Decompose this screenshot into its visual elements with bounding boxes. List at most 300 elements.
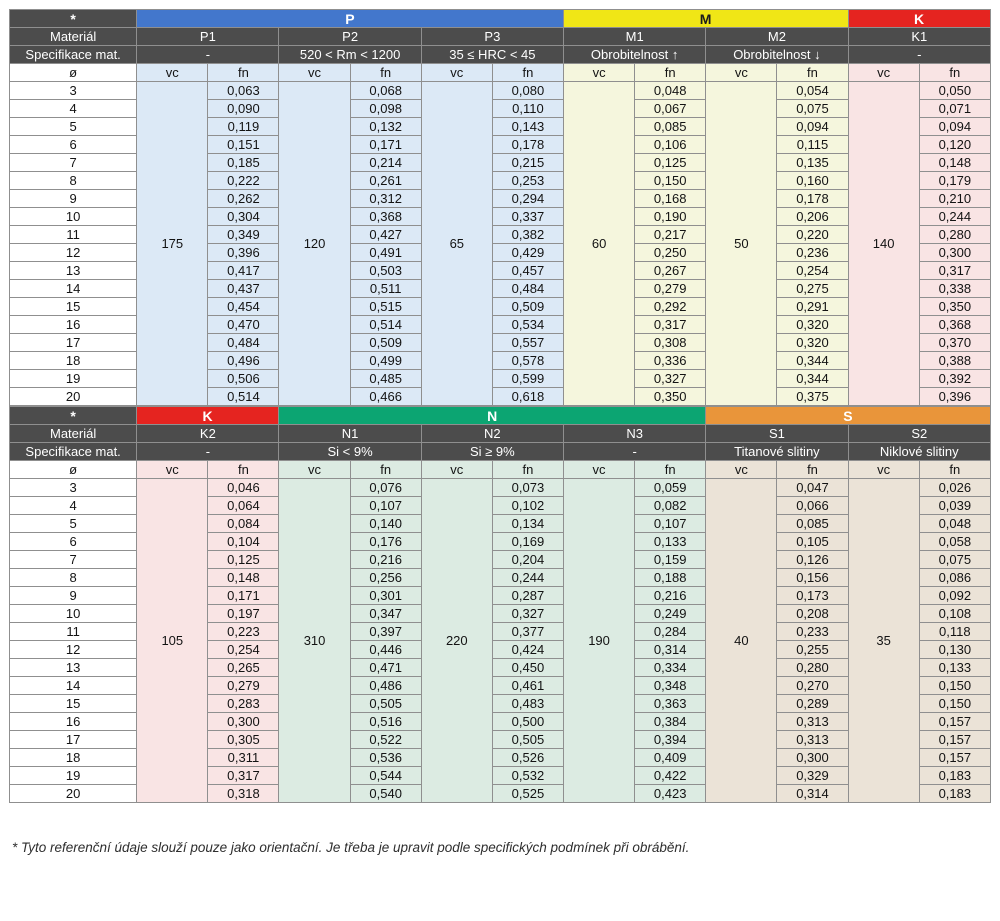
star-header-cell: * xyxy=(10,407,137,425)
fn-value-S1: 0,255 xyxy=(777,641,848,659)
fn-value-P3: 0,578 xyxy=(492,352,563,370)
fn-value-M1: 0,267 xyxy=(635,262,706,280)
vc-header-P3: vc xyxy=(421,64,492,82)
cutting-tables-container xyxy=(9,9,991,803)
vc-value-N2: 220 xyxy=(421,479,492,803)
fn-value-K1: 0,179 xyxy=(919,172,990,190)
fn-value-P2: 0,261 xyxy=(350,172,421,190)
fn-value-S1: 0,314 xyxy=(777,785,848,803)
fn-value-N3: 0,249 xyxy=(635,605,706,623)
fn-value-P2: 0,312 xyxy=(350,190,421,208)
fn-header-P2: fn xyxy=(350,64,421,82)
fn-value-N1: 0,107 xyxy=(350,497,421,515)
fn-value-N1: 0,301 xyxy=(350,587,421,605)
fn-value-P1: 0,185 xyxy=(208,154,279,172)
fn-value-N2: 0,287 xyxy=(492,587,563,605)
fn-value-P3: 0,429 xyxy=(492,244,563,262)
material-row-label: Materiál xyxy=(10,425,137,443)
diameter-column-header: ø xyxy=(10,461,137,479)
fn-value-S1: 0,289 xyxy=(777,695,848,713)
fn-value-S2: 0,048 xyxy=(919,515,990,533)
fn-value-P2: 0,132 xyxy=(350,118,421,136)
material-header-K2: K2 xyxy=(137,425,279,443)
fn-value-S1: 0,126 xyxy=(777,551,848,569)
fn-value-P2: 0,514 xyxy=(350,316,421,334)
fn-value-N2: 0,483 xyxy=(492,695,563,713)
fn-value-M1: 0,217 xyxy=(635,226,706,244)
vc-header-M2: vc xyxy=(706,64,777,82)
fn-value-S2: 0,150 xyxy=(919,695,990,713)
fn-header-N1: fn xyxy=(350,461,421,479)
fn-value-M1: 0,067 xyxy=(635,100,706,118)
fn-value-N1: 0,140 xyxy=(350,515,421,533)
diameter-cell: 15 xyxy=(10,695,137,713)
material-header-N2: N2 xyxy=(421,425,563,443)
fn-value-N3: 0,284 xyxy=(635,623,706,641)
fn-value-P1: 0,090 xyxy=(208,100,279,118)
vc-value-N1: 310 xyxy=(279,479,350,803)
fn-value-M2: 0,160 xyxy=(777,172,848,190)
fn-value-M1: 0,350 xyxy=(635,388,706,406)
vc-header-M1: vc xyxy=(564,64,635,82)
diameter-cell: 10 xyxy=(10,605,137,623)
fn-value-M2: 0,115 xyxy=(777,136,848,154)
material-header-S2: S2 xyxy=(848,425,990,443)
fn-value-N3: 0,363 xyxy=(635,695,706,713)
vc-value-N3: 190 xyxy=(563,479,634,803)
fn-value-N1: 0,397 xyxy=(350,623,421,641)
fn-value-M1: 0,279 xyxy=(635,280,706,298)
fn-value-M2: 0,254 xyxy=(777,262,848,280)
fn-value-M1: 0,190 xyxy=(635,208,706,226)
fn-value-M2: 0,344 xyxy=(777,370,848,388)
fn-value-K1: 0,148 xyxy=(919,154,990,172)
fn-value-P3: 0,143 xyxy=(492,118,563,136)
fn-value-K1: 0,071 xyxy=(919,100,990,118)
fn-value-P1: 0,484 xyxy=(208,334,279,352)
fn-value-S2: 0,075 xyxy=(919,551,990,569)
fn-header-K2: fn xyxy=(208,461,279,479)
fn-value-S1: 0,208 xyxy=(777,605,848,623)
fn-value-N2: 0,424 xyxy=(492,641,563,659)
fn-value-N3: 0,394 xyxy=(635,731,706,749)
fn-value-P1: 0,437 xyxy=(208,280,279,298)
fn-value-K2: 0,197 xyxy=(208,605,279,623)
fn-header-K1: fn xyxy=(919,64,990,82)
vc-value-M2: 50 xyxy=(706,82,777,406)
fn-value-K2: 0,148 xyxy=(208,569,279,587)
fn-value-S2: 0,133 xyxy=(919,659,990,677)
spec-header-N3: - xyxy=(563,443,705,461)
fn-value-M2: 0,375 xyxy=(777,388,848,406)
diameter-cell: 16 xyxy=(10,316,137,334)
spec-header-K1: - xyxy=(848,46,990,64)
fn-value-N1: 0,347 xyxy=(350,605,421,623)
fn-value-M2: 0,094 xyxy=(777,118,848,136)
fn-value-K2: 0,254 xyxy=(208,641,279,659)
fn-value-K1: 0,370 xyxy=(919,334,990,352)
diameter-cell: 16 xyxy=(10,713,137,731)
fn-value-P3: 0,534 xyxy=(492,316,563,334)
fn-value-N1: 0,505 xyxy=(350,695,421,713)
fn-value-M1: 0,150 xyxy=(635,172,706,190)
fn-value-M2: 0,178 xyxy=(777,190,848,208)
fn-header-S2: fn xyxy=(919,461,990,479)
cutting-data-table-kns xyxy=(9,406,991,803)
fn-value-K2: 0,046 xyxy=(208,479,279,497)
fn-value-N3: 0,107 xyxy=(635,515,706,533)
fn-value-P2: 0,098 xyxy=(350,100,421,118)
diameter-cell: 19 xyxy=(10,370,137,388)
diameter-cell: 8 xyxy=(10,569,137,587)
fn-value-N3: 0,082 xyxy=(635,497,706,515)
fn-header-N2: fn xyxy=(492,461,563,479)
diameter-cell: 13 xyxy=(10,262,137,280)
fn-value-M2: 0,236 xyxy=(777,244,848,262)
fn-value-N2: 0,377 xyxy=(492,623,563,641)
fn-value-P2: 0,368 xyxy=(350,208,421,226)
fn-value-K2: 0,283 xyxy=(208,695,279,713)
fn-value-M2: 0,054 xyxy=(777,82,848,100)
fn-value-K2: 0,064 xyxy=(208,497,279,515)
fn-value-S1: 0,313 xyxy=(777,731,848,749)
fn-value-N2: 0,169 xyxy=(492,533,563,551)
fn-value-N2: 0,526 xyxy=(492,749,563,767)
fn-value-P3: 0,618 xyxy=(492,388,563,406)
fn-value-N2: 0,134 xyxy=(492,515,563,533)
fn-value-M1: 0,292 xyxy=(635,298,706,316)
fn-value-S1: 0,313 xyxy=(777,713,848,731)
fn-value-N3: 0,216 xyxy=(635,587,706,605)
fn-value-M2: 0,206 xyxy=(777,208,848,226)
fn-value-P2: 0,214 xyxy=(350,154,421,172)
fn-value-N1: 0,446 xyxy=(350,641,421,659)
diameter-cell: 20 xyxy=(10,388,137,406)
fn-value-S2: 0,086 xyxy=(919,569,990,587)
fn-value-N3: 0,159 xyxy=(635,551,706,569)
fn-value-K1: 0,368 xyxy=(919,316,990,334)
fn-value-M2: 0,320 xyxy=(777,316,848,334)
diameter-cell: 11 xyxy=(10,226,137,244)
fn-value-S2: 0,039 xyxy=(919,497,990,515)
fn-value-N1: 0,176 xyxy=(350,533,421,551)
fn-value-N1: 0,486 xyxy=(350,677,421,695)
fn-value-N1: 0,516 xyxy=(350,713,421,731)
fn-value-M2: 0,135 xyxy=(777,154,848,172)
vc-header-S2: vc xyxy=(848,461,919,479)
spec-row-label: Specifikace mat. xyxy=(10,46,137,64)
fn-value-P3: 0,484 xyxy=(492,280,563,298)
fn-value-P1: 0,396 xyxy=(208,244,279,262)
fn-value-K2: 0,317 xyxy=(208,767,279,785)
fn-value-N1: 0,076 xyxy=(350,479,421,497)
material-header-M2: M2 xyxy=(706,28,848,46)
fn-value-K2: 0,125 xyxy=(208,551,279,569)
fn-value-K1: 0,338 xyxy=(919,280,990,298)
fn-value-N2: 0,505 xyxy=(492,731,563,749)
fn-value-K2: 0,311 xyxy=(208,749,279,767)
fn-value-K1: 0,280 xyxy=(919,226,990,244)
fn-value-S2: 0,183 xyxy=(919,785,990,803)
diameter-cell: 17 xyxy=(10,334,137,352)
fn-value-S2: 0,157 xyxy=(919,731,990,749)
fn-header-P1: fn xyxy=(208,64,279,82)
vc-header-S1: vc xyxy=(706,461,777,479)
group-header-K: K xyxy=(137,407,279,425)
fn-value-N3: 0,314 xyxy=(635,641,706,659)
vc-value-K1: 140 xyxy=(848,82,919,406)
table-row xyxy=(10,479,991,497)
fn-value-N3: 0,384 xyxy=(635,713,706,731)
material-header-N3: N3 xyxy=(563,425,705,443)
diameter-cell: 9 xyxy=(10,587,137,605)
fn-value-M1: 0,106 xyxy=(635,136,706,154)
footnote: * Tyto referenční údaje slouží pouze jako orientační. Je třeba je upravit podle specifických podmínek při obrábění. xyxy=(12,840,690,855)
fn-value-P1: 0,417 xyxy=(208,262,279,280)
fn-value-N2: 0,461 xyxy=(492,677,563,695)
spec-header-N1: Si < 9% xyxy=(279,443,421,461)
fn-value-N3: 0,409 xyxy=(635,749,706,767)
fn-value-M1: 0,317 xyxy=(635,316,706,334)
fn-value-P1: 0,304 xyxy=(208,208,279,226)
fn-value-N3: 0,334 xyxy=(635,659,706,677)
fn-value-M2: 0,320 xyxy=(777,334,848,352)
vc-header-P2: vc xyxy=(279,64,350,82)
fn-value-S1: 0,085 xyxy=(777,515,848,533)
fn-value-N1: 0,216 xyxy=(350,551,421,569)
diameter-cell: 7 xyxy=(10,154,137,172)
fn-value-S1: 0,156 xyxy=(777,569,848,587)
spec-header-S1: Titanové slitiny xyxy=(706,443,848,461)
fn-value-N2: 0,500 xyxy=(492,713,563,731)
fn-value-N2: 0,525 xyxy=(492,785,563,803)
fn-value-K1: 0,388 xyxy=(919,352,990,370)
fn-value-P2: 0,491 xyxy=(350,244,421,262)
spec-header-S2: Niklové slitiny xyxy=(848,443,990,461)
fn-value-P3: 0,178 xyxy=(492,136,563,154)
fn-value-N3: 0,188 xyxy=(635,569,706,587)
fn-value-P2: 0,509 xyxy=(350,334,421,352)
fn-value-P3: 0,337 xyxy=(492,208,563,226)
table-row xyxy=(10,82,991,100)
diameter-cell: 5 xyxy=(10,118,137,136)
spec-header-M2: Obrobitelnost ↓ xyxy=(706,46,848,64)
fn-value-N2: 0,532 xyxy=(492,767,563,785)
fn-value-S1: 0,233 xyxy=(777,623,848,641)
fn-value-S2: 0,157 xyxy=(919,749,990,767)
fn-value-S1: 0,105 xyxy=(777,533,848,551)
fn-value-M1: 0,168 xyxy=(635,190,706,208)
diameter-cell: 6 xyxy=(10,136,137,154)
spec-row-label: Specifikace mat. xyxy=(10,443,137,461)
diameter-cell: 14 xyxy=(10,677,137,695)
material-header-N1: N1 xyxy=(279,425,421,443)
fn-value-S2: 0,150 xyxy=(919,677,990,695)
diameter-cell: 9 xyxy=(10,190,137,208)
cutting-data-table-pmk xyxy=(9,9,991,406)
fn-value-P1: 0,349 xyxy=(208,226,279,244)
material-header-S1: S1 xyxy=(706,425,848,443)
diameter-cell: 14 xyxy=(10,280,137,298)
fn-value-P2: 0,515 xyxy=(350,298,421,316)
diameter-cell: 4 xyxy=(10,497,137,515)
diameter-cell: 4 xyxy=(10,100,137,118)
fn-value-P2: 0,499 xyxy=(350,352,421,370)
diameter-cell: 12 xyxy=(10,641,137,659)
fn-value-P1: 0,496 xyxy=(208,352,279,370)
fn-value-K1: 0,392 xyxy=(919,370,990,388)
fn-value-K2: 0,223 xyxy=(208,623,279,641)
fn-value-S2: 0,058 xyxy=(919,533,990,551)
vc-value-M1: 60 xyxy=(564,82,635,406)
fn-value-M1: 0,336 xyxy=(635,352,706,370)
vc-header-N2: vc xyxy=(421,461,492,479)
fn-value-M1: 0,125 xyxy=(635,154,706,172)
spec-header-K2: - xyxy=(137,443,279,461)
fn-value-S2: 0,092 xyxy=(919,587,990,605)
spec-header-P2: 520 < Rm < 1200 xyxy=(279,46,421,64)
fn-value-S1: 0,329 xyxy=(777,767,848,785)
spec-header-P3: 35 ≤ HRC < 45 xyxy=(421,46,563,64)
material-header-P1: P1 xyxy=(137,28,279,46)
fn-value-S1: 0,066 xyxy=(777,497,848,515)
fn-value-N1: 0,256 xyxy=(350,569,421,587)
fn-value-P2: 0,511 xyxy=(350,280,421,298)
fn-value-M1: 0,308 xyxy=(635,334,706,352)
fn-value-P1: 0,063 xyxy=(208,82,279,100)
fn-value-K1: 0,396 xyxy=(919,388,990,406)
fn-value-N1: 0,544 xyxy=(350,767,421,785)
fn-value-P2: 0,427 xyxy=(350,226,421,244)
fn-value-N2: 0,327 xyxy=(492,605,563,623)
fn-value-P1: 0,506 xyxy=(208,370,279,388)
diameter-cell: 15 xyxy=(10,298,137,316)
fn-value-N1: 0,522 xyxy=(350,731,421,749)
fn-value-K1: 0,094 xyxy=(919,118,990,136)
diameter-cell: 20 xyxy=(10,785,137,803)
spec-header-N2: Si ≥ 9% xyxy=(421,443,563,461)
fn-value-K2: 0,300 xyxy=(208,713,279,731)
diameter-cell: 6 xyxy=(10,533,137,551)
fn-value-K1: 0,050 xyxy=(919,82,990,100)
fn-value-K2: 0,265 xyxy=(208,659,279,677)
group-header-K: K xyxy=(848,10,990,28)
fn-value-P1: 0,262 xyxy=(208,190,279,208)
vc-value-S2: 35 xyxy=(848,479,919,803)
fn-header-P3: fn xyxy=(492,64,563,82)
fn-value-N3: 0,059 xyxy=(635,479,706,497)
fn-value-N2: 0,244 xyxy=(492,569,563,587)
fn-value-P3: 0,457 xyxy=(492,262,563,280)
vc-header-N1: vc xyxy=(279,461,350,479)
fn-value-S1: 0,280 xyxy=(777,659,848,677)
fn-value-S2: 0,108 xyxy=(919,605,990,623)
fn-value-S1: 0,047 xyxy=(777,479,848,497)
fn-value-K2: 0,104 xyxy=(208,533,279,551)
fn-value-M2: 0,220 xyxy=(777,226,848,244)
fn-value-K1: 0,210 xyxy=(919,190,990,208)
fn-value-P2: 0,485 xyxy=(350,370,421,388)
vc-header-K2: vc xyxy=(137,461,208,479)
fn-value-N3: 0,348 xyxy=(635,677,706,695)
fn-value-P3: 0,382 xyxy=(492,226,563,244)
diameter-cell: 13 xyxy=(10,659,137,677)
fn-value-P1: 0,151 xyxy=(208,136,279,154)
fn-value-K1: 0,244 xyxy=(919,208,990,226)
fn-value-N3: 0,423 xyxy=(635,785,706,803)
diameter-cell: 18 xyxy=(10,352,137,370)
diameter-column-header: ø xyxy=(10,64,137,82)
diameter-cell: 19 xyxy=(10,767,137,785)
fn-value-M1: 0,250 xyxy=(635,244,706,262)
diameter-cell: 7 xyxy=(10,551,137,569)
fn-value-N2: 0,450 xyxy=(492,659,563,677)
vc-header-K1: vc xyxy=(848,64,919,82)
fn-value-K1: 0,300 xyxy=(919,244,990,262)
fn-value-P3: 0,557 xyxy=(492,334,563,352)
diameter-cell: 11 xyxy=(10,623,137,641)
fn-value-K1: 0,350 xyxy=(919,298,990,316)
material-header-P2: P2 xyxy=(279,28,421,46)
fn-value-P2: 0,171 xyxy=(350,136,421,154)
fn-value-K2: 0,305 xyxy=(208,731,279,749)
fn-value-P1: 0,222 xyxy=(208,172,279,190)
fn-value-P1: 0,470 xyxy=(208,316,279,334)
table-slot-pmk xyxy=(9,9,991,406)
fn-value-M1: 0,085 xyxy=(635,118,706,136)
fn-value-S2: 0,026 xyxy=(919,479,990,497)
fn-value-S1: 0,173 xyxy=(777,587,848,605)
vc-value-P1: 175 xyxy=(137,82,208,406)
fn-value-P1: 0,454 xyxy=(208,298,279,316)
material-header-K1: K1 xyxy=(848,28,990,46)
vc-header-P1: vc xyxy=(137,64,208,82)
vc-value-P2: 120 xyxy=(279,82,350,406)
material-header-P3: P3 xyxy=(421,28,563,46)
diameter-cell: 8 xyxy=(10,172,137,190)
fn-value-N3: 0,133 xyxy=(635,533,706,551)
fn-value-P2: 0,466 xyxy=(350,388,421,406)
fn-value-P3: 0,110 xyxy=(492,100,563,118)
fn-value-N2: 0,073 xyxy=(492,479,563,497)
group-header-M: M xyxy=(564,10,849,28)
fn-value-K2: 0,084 xyxy=(208,515,279,533)
diameter-cell: 3 xyxy=(10,479,137,497)
diameter-cell: 3 xyxy=(10,82,137,100)
table-slot-kns xyxy=(9,406,991,803)
fn-value-K2: 0,318 xyxy=(208,785,279,803)
vc-value-S1: 40 xyxy=(706,479,777,803)
fn-value-N1: 0,540 xyxy=(350,785,421,803)
material-row-label: Materiál xyxy=(10,28,137,46)
fn-value-K1: 0,120 xyxy=(919,136,990,154)
vc-value-K2: 105 xyxy=(137,479,208,803)
vc-header-N3: vc xyxy=(563,461,634,479)
material-header-M1: M1 xyxy=(564,28,706,46)
fn-value-M2: 0,344 xyxy=(777,352,848,370)
diameter-cell: 18 xyxy=(10,749,137,767)
diameter-cell: 5 xyxy=(10,515,137,533)
fn-value-M2: 0,291 xyxy=(777,298,848,316)
group-header-N: N xyxy=(279,407,706,425)
fn-value-K2: 0,171 xyxy=(208,587,279,605)
fn-value-N1: 0,471 xyxy=(350,659,421,677)
fn-value-M1: 0,048 xyxy=(635,82,706,100)
group-header-S: S xyxy=(706,407,991,425)
fn-value-P1: 0,119 xyxy=(208,118,279,136)
fn-value-P2: 0,068 xyxy=(350,82,421,100)
fn-header-N3: fn xyxy=(635,461,706,479)
